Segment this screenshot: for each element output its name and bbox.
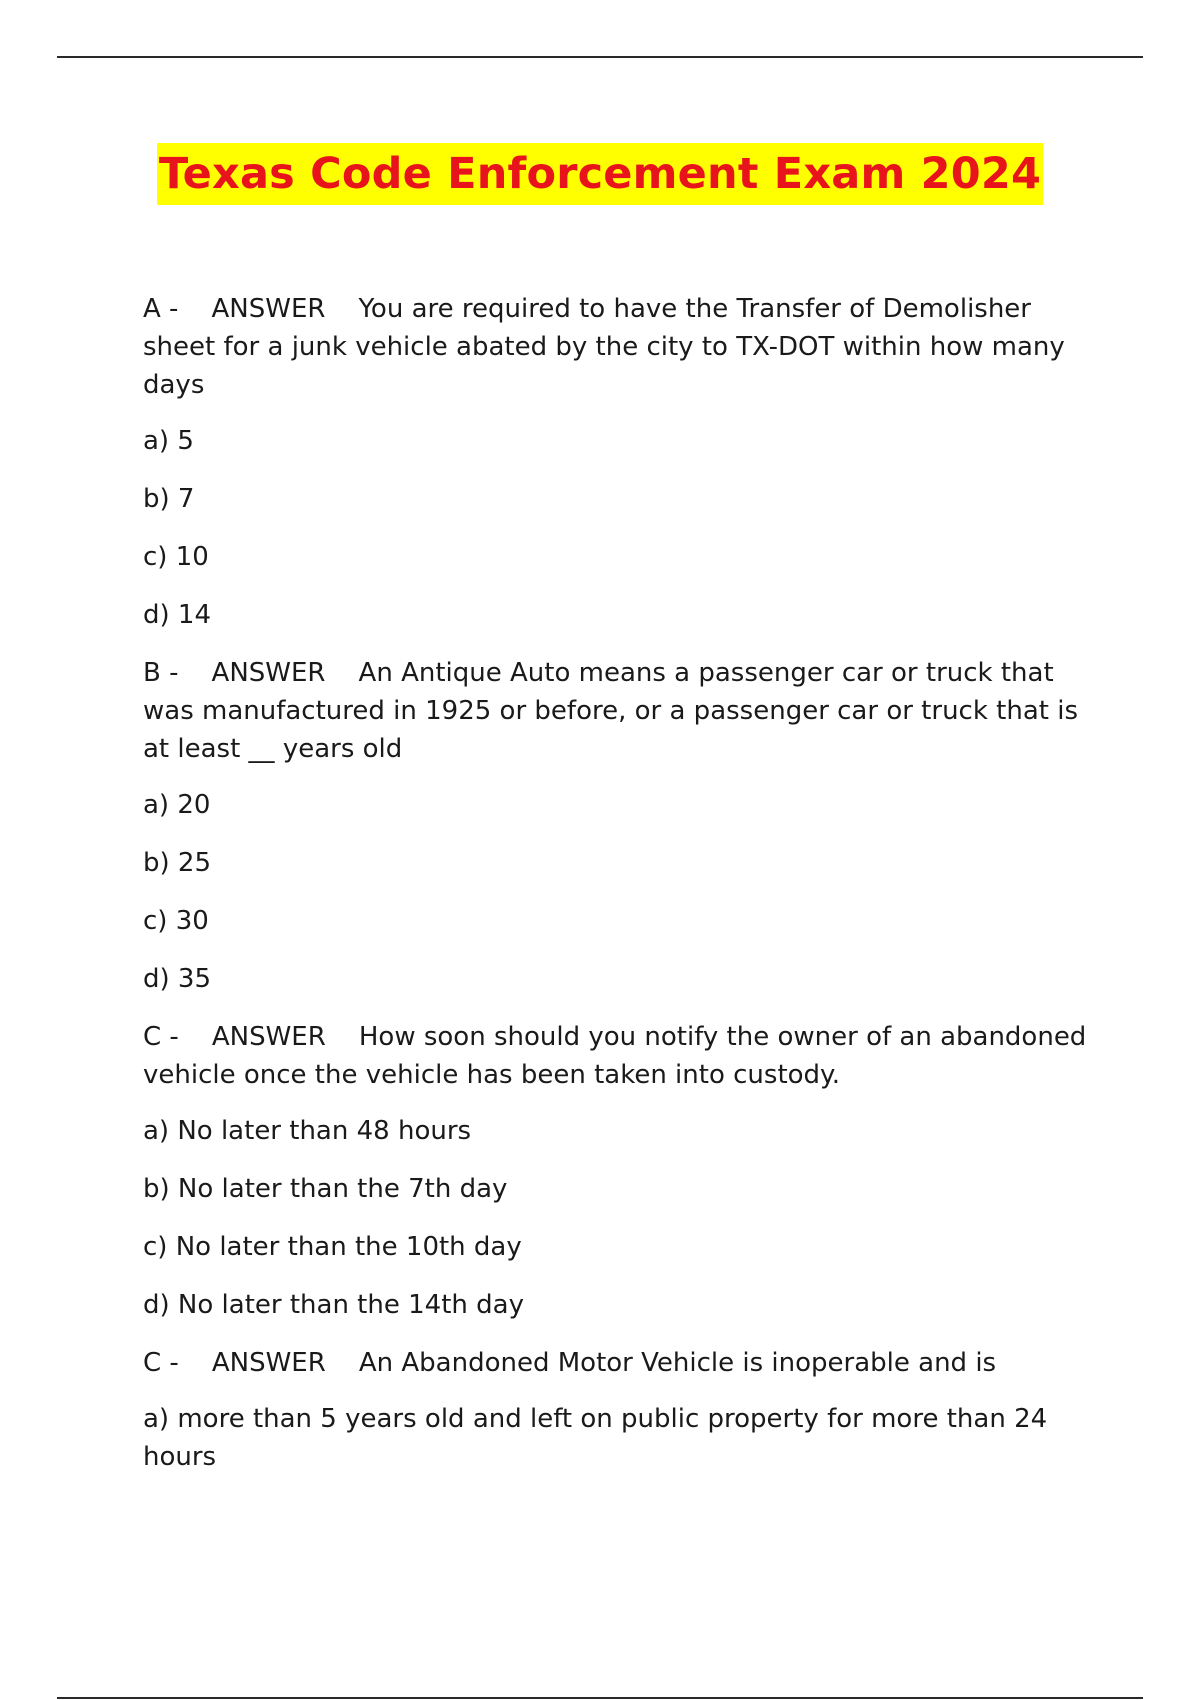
answer-option: d) No later than the 14th day <box>143 1290 524 1320</box>
answer-option: a) 5 <box>143 426 194 456</box>
question-item <box>143 1018 1103 1094</box>
question-text: You are required to have the Transfer of Demolisher sheet for a junk vehicle abated by the city to TX-DOT within how many days <box>143 294 1065 400</box>
question-prefix: A - ANSWER <box>143 294 359 324</box>
answer-option: b) No later than the 7th day <box>143 1174 508 1204</box>
question-prefix: C - ANSWER <box>143 1348 359 1378</box>
answer-option: b) 7 <box>143 484 195 514</box>
answer-option: d) 35 <box>143 964 211 994</box>
answer-option: c) 30 <box>143 906 209 936</box>
question-text: An Abandoned Motor Vehicle is inoperable and is <box>358 1348 997 1378</box>
question-text: How soon should you notify the owner of an abandoned vehicle once the vehicle has been taken into custody. <box>143 1022 1087 1090</box>
question-text: An Antique Auto means a passenger car or truck that was manufactured in 1925 or before, or a passenger car or truck that is at least __ years old <box>143 658 1078 764</box>
question-item <box>143 654 1103 768</box>
title-container <box>0 143 1200 205</box>
question-prefix: B - ANSWER <box>143 658 359 688</box>
answer-option: c) 10 <box>143 542 209 572</box>
top-rule <box>57 56 1143 58</box>
answer-option: a) more than 5 years old and left on public property for more than 24 hours <box>143 1404 1048 1472</box>
page-title: Texas Code Enforcement Exam 2024 <box>157 143 1043 205</box>
bottom-rule <box>57 1697 1143 1699</box>
question-prefix: C - ANSWER <box>143 1022 359 1052</box>
answer-option: c) No later than the 10th day <box>143 1232 522 1262</box>
question-item <box>143 290 1103 404</box>
answer-option: a) 20 <box>143 790 211 820</box>
question-item <box>143 1344 1103 1382</box>
question-list <box>143 290 1103 1496</box>
answer-option: d) 14 <box>143 600 211 630</box>
answer-option: a) No later than 48 hours <box>143 1116 472 1146</box>
answer-option: b) 25 <box>143 848 211 878</box>
